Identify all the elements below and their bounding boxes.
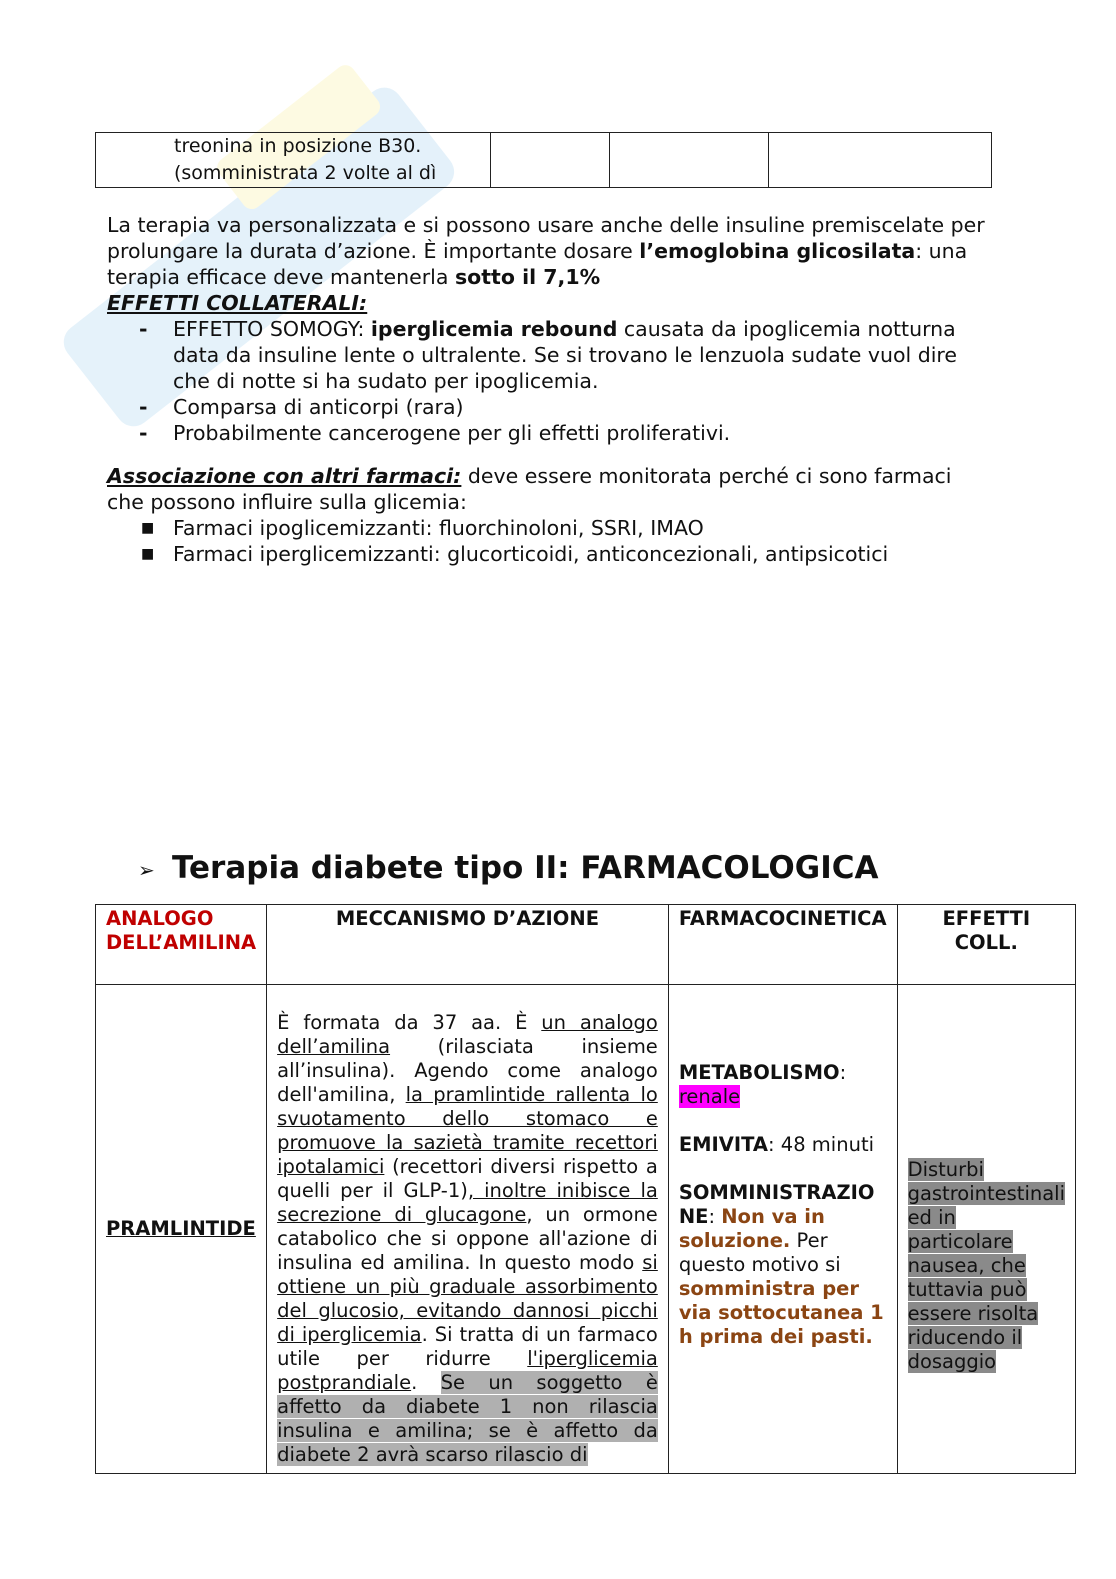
half-life-value: : 48 minuti	[768, 1133, 875, 1156]
intro-paragraph	[107, 212, 987, 567]
list-item-text: Probabilmente cancerogene per gli effetti proliferativi.	[173, 421, 731, 445]
section-title	[138, 850, 879, 886]
top-table-line2: (somministrata 2 volte al dì	[174, 162, 437, 184]
effetti-heading: EFFETTI COLLATERALI:	[107, 291, 368, 315]
list-item	[107, 394, 987, 420]
associazione-paragraph	[107, 463, 987, 515]
intro-bold-hba1c: l’emoglobina glicosilata	[639, 239, 916, 263]
metabolism-value: renale	[678, 1085, 741, 1108]
header-side-effects: EFFETTI COLL.	[897, 905, 1075, 985]
intro-text-2: : una terapia efficace deve mantenerla	[107, 239, 968, 289]
mechanism-cell	[267, 985, 669, 1474]
mech-text: , un ormone catabolico che si oppone all'azione di insulina ed amilina. In questo modo	[277, 1203, 658, 1274]
mech-text: (rilasciata insieme all’insulina). Agendo come analogo dell'amilina,	[277, 1035, 658, 1106]
somogy-bold: iperglicemia rebound	[370, 317, 618, 341]
mech-underline: , inoltre inibisce la secrezione di glucagone	[277, 1179, 658, 1226]
effetti-list	[107, 316, 987, 446]
side-effects-text: Disturbi gastrointestinali ed in particolare nausea, che tuttavia può essere risolta riducendo il dosaggio	[907, 1158, 1066, 1373]
mech-underline: la pramlintide rallenta lo svuotamento dello stomaco e promuove la sazietà tramite recettori ipotalamici	[277, 1083, 658, 1178]
mech-underline: l'iperglicemia postprandiale	[277, 1347, 658, 1394]
header-class: ANALOGO DELL’AMILINA	[96, 905, 267, 985]
top-table-empty-cell	[610, 133, 769, 188]
administration-colon: :	[708, 1205, 722, 1228]
table-row	[96, 985, 1076, 1474]
top-table-empty-cell	[491, 133, 610, 188]
mech-text: È formata da 37 aa. È	[277, 1011, 542, 1034]
administration-text: Per questo motivo si	[678, 1229, 841, 1276]
half-life-label: EMIVITA	[678, 1133, 769, 1156]
list-item	[107, 515, 987, 541]
associazione-list	[107, 515, 987, 567]
top-table-line1: treonina in posizione B30.	[174, 135, 422, 157]
somogy-label: EFFETTO SOMOGY:	[173, 317, 371, 341]
square-bullet-icon: ■	[141, 546, 155, 562]
list-item	[107, 420, 987, 446]
list-item	[107, 541, 987, 567]
list-item-text: Farmaci ipoglicemizzanti: fluorchinoloni, SSRI, IMAO	[173, 516, 704, 540]
mech-text: (recettori diversi rispetto a quelli per il GLP-1)	[277, 1155, 658, 1202]
header-mechanism: MECCANISMO D’AZIONE	[267, 905, 669, 985]
drug-cell	[96, 985, 267, 1474]
top-table-cell	[96, 133, 491, 188]
metabolism-label: METABOLISMO	[678, 1061, 840, 1084]
mech-underline: un analogo dell’amilina	[277, 1011, 658, 1058]
administration-note: Non va in soluzione.	[678, 1205, 825, 1252]
associazione-heading: Associazione con altri farmaci:	[107, 464, 462, 488]
drug-table	[95, 904, 1076, 1474]
mech-highlight: Se un soggetto è affetto da diabete 1 non rilascia insulina e amilina; se è affetto da diabete 2 avrà scarso rilascio di	[277, 1371, 658, 1466]
intro-text: La terapia va personalizzata e si possono usare anche delle insuline premiscelate per prolungare la durata d’azione. È importante dosare	[107, 213, 985, 263]
header-pharmacokinetics: FARMACOCINETICA	[668, 905, 897, 985]
list-item-text: Comparsa di anticorpi (rara)	[173, 395, 464, 419]
square-bullet-icon: ■	[141, 520, 155, 536]
administration-label: SOMMINISTRAZIONE	[678, 1181, 875, 1228]
mech-text: .	[411, 1371, 441, 1394]
table-header-row	[96, 905, 1076, 985]
side-effects-cell	[897, 985, 1075, 1474]
drug-name: PRAMLINTIDE	[106, 1217, 256, 1240]
somogy-text: causata da ipoglicemia notturna data da insuline lente o ultralente. Se si trovano le lenzuola sudate vuol dire che di notte si ha sudato per ipoglicemia.	[173, 317, 958, 393]
section-title-text: Terapia diabete tipo II: FARMACOLOGICA	[172, 850, 879, 886]
top-table-fragment	[95, 132, 992, 188]
administration-route: somministra per via sottocutanea 1 h prima dei pasti.	[678, 1277, 884, 1348]
pharmacokinetics-cell	[668, 985, 897, 1474]
top-table-empty-cell	[769, 133, 992, 188]
metabolism-colon: :	[839, 1061, 847, 1084]
intro-bold-threshold: sotto il 7,1%	[454, 265, 601, 289]
associazione-text: deve essere monitorata perché ci sono farmaci che possono influire sulla glicemia:	[107, 464, 952, 514]
mech-text: . Si tratta di un farmaco utile per ridurre	[277, 1323, 658, 1370]
list-item	[107, 316, 987, 394]
mech-underline: si ottiene un più graduale assorbimento del glucosio, evitando dannosi picchi di iperglicemia	[277, 1251, 658, 1346]
list-item-text: Farmaci iperglicemizzanti: glucorticoidi, anticoncezionali, antipsicotici	[173, 542, 889, 566]
arrow-bullet-icon: ➢	[138, 857, 155, 882]
